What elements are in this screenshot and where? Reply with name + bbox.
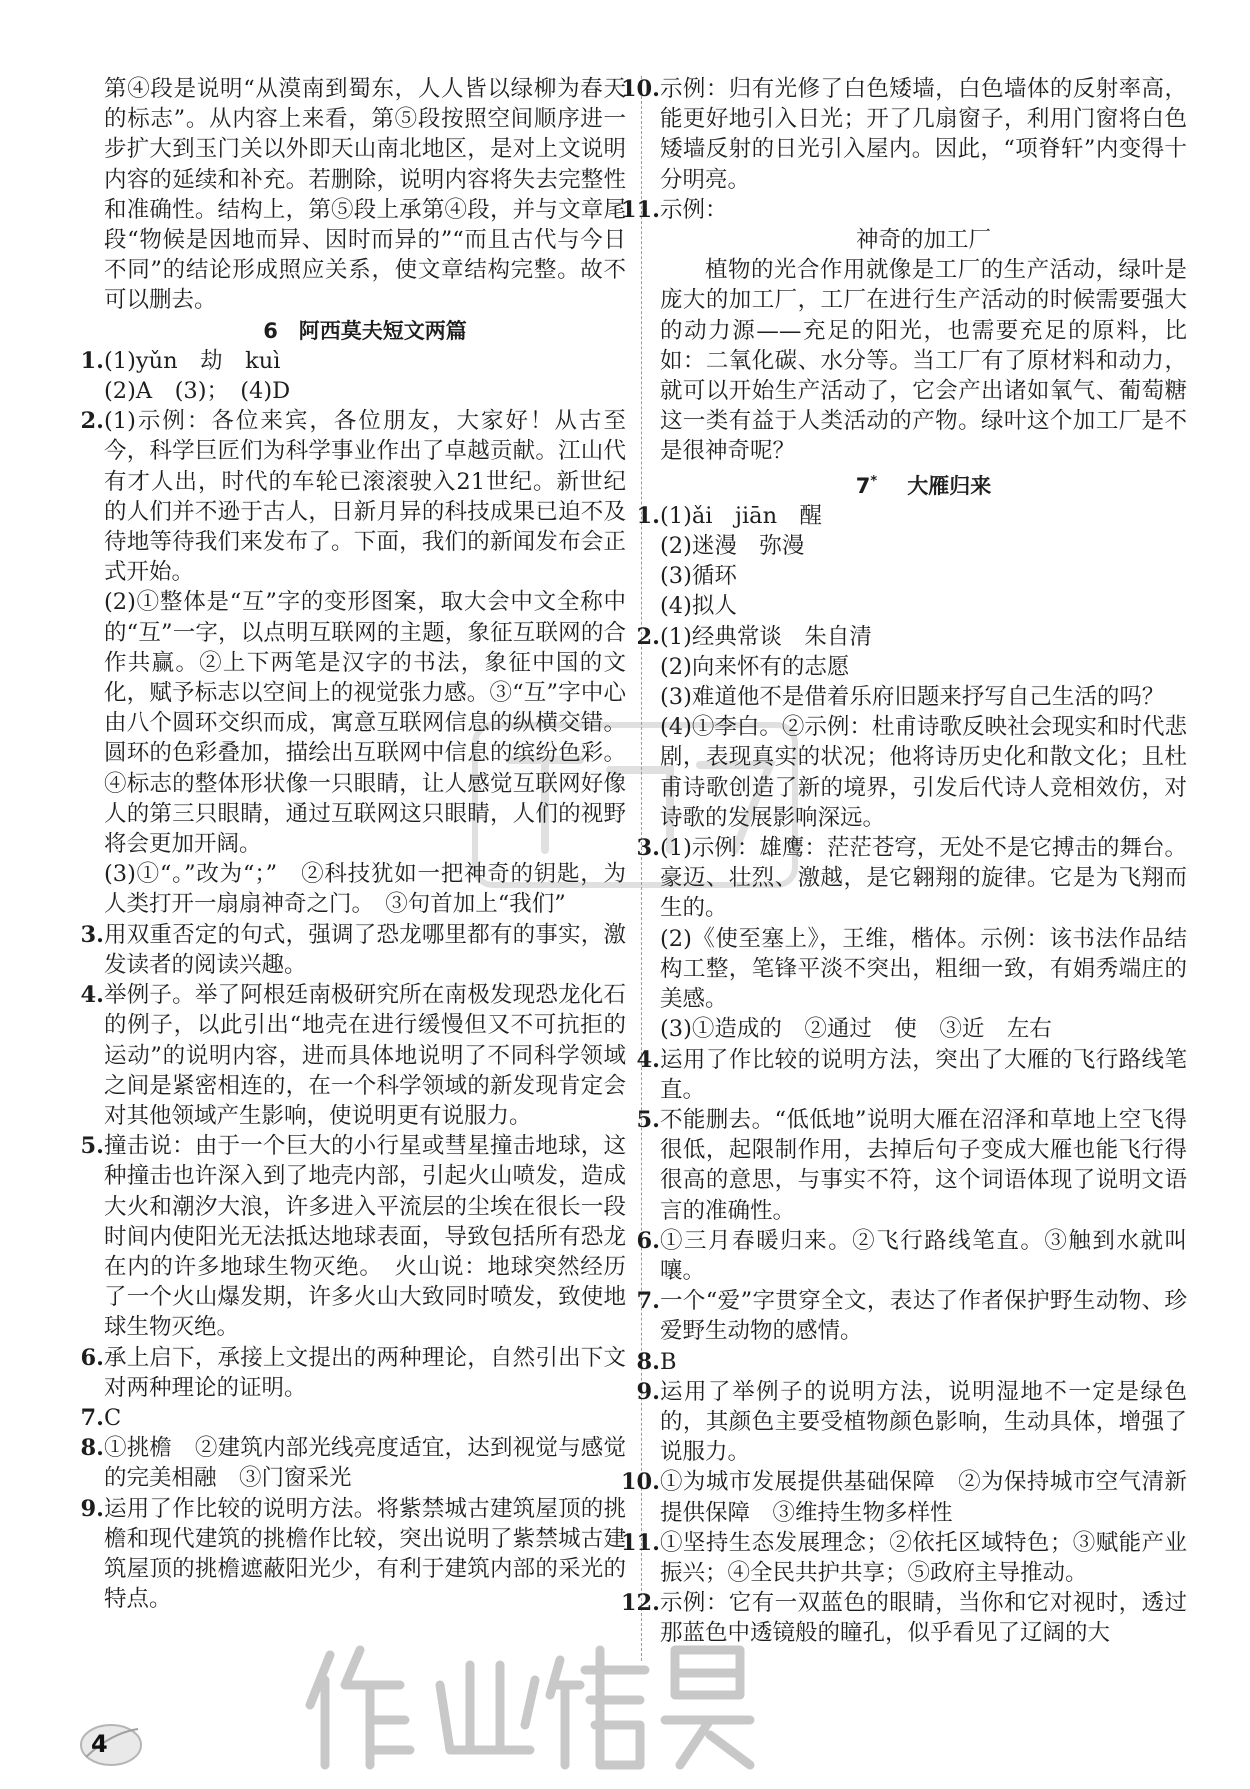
s7-question-7 bbox=[636, 1286, 1187, 1346]
answer-line: (3)①造成的 ②通过 使 ③近 左右 bbox=[660, 1016, 1052, 1043]
answer-line: (2)迷漫 弥漫 bbox=[660, 533, 805, 560]
s7-question-9 bbox=[636, 1377, 1187, 1468]
answer-paragraph: (4)①李白。②示例：杜甫诗歌反映社会现实和时代悲剧，表现真实的状况；他将诗历史化和散文化；且杜甫诗歌创造了新的境界，引发后代诗人竞相效仿，对诗歌的发展影响深远。 bbox=[660, 714, 1187, 831]
column-divider bbox=[641, 76, 642, 1661]
answer-paragraph: 不能删去。“低低地”说明大雁在沼泽和草地上空飞得很低，起限制作用，去掉后句子变成大雁也能飞行得很高的意思，与事实不符，这个词语体现了说明文语言的准确性。 bbox=[660, 1106, 1187, 1224]
question-number: 7. bbox=[80, 1404, 104, 1431]
s7-question-10 bbox=[620, 1467, 1187, 1527]
answer-paragraph: (1)示例：雄鹰：茫茫苍穹，无处不是它搏击的舞台。豪迈、壮烈、激越，是它翱翔的旋律。它是为飞翔而生的。 bbox=[660, 835, 1187, 922]
answer-paragraph: 撞击说：由于一个巨大的小行星或彗星撞击地球，这种撞击也许深入到了地壳内部，引起火山喷发，造成大火和潮汐大浪，许多进入平流层的尘埃在很长一段时间内使阳光无法抵达地球表面，导致包括所有恐龙在内的许多地球生物灭绝。 火山说：地球突然经历了一个火山爆发期，许多火山大致同时喷发，致使地球生物灭绝。 bbox=[104, 1133, 626, 1341]
question-number: 1. bbox=[80, 347, 104, 374]
question-number: 10. bbox=[620, 1469, 660, 1496]
question-number: 7. bbox=[636, 1288, 660, 1315]
question-3 bbox=[80, 920, 626, 980]
section-7-title bbox=[660, 467, 1187, 501]
answer-paragraph: 示例：归有光修了白色矮墙，白色墙体的反射率高，能更好地引入日光；开了几扇窗子，利用门窗将白色矮墙反射的日光引入屋内。因此，“项脊轩”内变得十分明亮。 bbox=[660, 76, 1187, 193]
answer-line: (3)循环 bbox=[660, 563, 737, 590]
section-name: 大雁归来 bbox=[907, 473, 992, 498]
question-number: 9. bbox=[80, 1495, 104, 1522]
answer-line: (4)拟人 bbox=[660, 593, 737, 620]
answer-line: (2)向来怀有的志愿 bbox=[660, 653, 850, 680]
answer-paragraph: 用双重否定的句式，强调了恐龙哪里都有的事实，激发读者的阅读兴趣。 bbox=[104, 921, 626, 978]
question-number: 8. bbox=[80, 1435, 104, 1462]
answer-paragraph: ①三月春暖归来。②飞行路线笔直。③触到水就叫嚷。 bbox=[660, 1227, 1187, 1284]
question-number: 11. bbox=[620, 1529, 660, 1556]
answer-paragraph: 运用了举例子的说明方法，说明湿地不一定是绿色的，其颜色主要受植物颜色影响，生动具体，增强了说服力。 bbox=[660, 1378, 1187, 1466]
question-1 bbox=[80, 346, 626, 406]
question-number: 9. bbox=[636, 1378, 660, 1405]
s7-question-5 bbox=[636, 1105, 1187, 1226]
question-number: 12. bbox=[620, 1590, 660, 1617]
section-number: 7 bbox=[855, 473, 871, 498]
intro-paragraph: 第④段是说明“从漠南到蜀东，人人皆以绿柳为春天的标志”。从内容上来看，第⑤段按照空间顺序进一步扩大到玉门关以外即天山南北地区，是对上文说明内容的延续和补充。若删除，说明内容将失去完整性和准确性。结构上，第⑤段上承第④段，并与文章尾段“物候是因地而异、因时而异的”“而且古代与今日不同”的结论形成照应关系，使文章结构完整。故不可以删去。 bbox=[104, 76, 626, 314]
left-column bbox=[80, 74, 626, 1614]
answer-paragraph: 示例：它有一双蓝色的眼睛，当你和它对视时，透过那蓝色中透镜般的瞳孔，似乎看见了辽阔的大 bbox=[660, 1590, 1187, 1647]
question-number: 4. bbox=[80, 982, 104, 1009]
answer-line: (1)经典常谈 朱自清 bbox=[660, 623, 872, 650]
answer-label: 示例： bbox=[660, 196, 728, 223]
answer-paragraph: (3)难道他不是借着乐府旧题来抒写自己生活的吗？ bbox=[660, 684, 1165, 711]
question-number: 5. bbox=[80, 1133, 104, 1160]
question-number: 6. bbox=[636, 1227, 660, 1254]
answer-paragraph: C bbox=[104, 1404, 122, 1431]
question-6 bbox=[80, 1343, 626, 1403]
question-number: 1. bbox=[636, 502, 660, 529]
s7-question-1 bbox=[636, 501, 1187, 622]
question-number: 11. bbox=[620, 196, 660, 223]
answer-paragraph: 运用了作比较的说明方法。将紫禁城古建筑屋顶的挑檐和现代建筑的挑檐作比较，突出说明了紫禁城古建筑屋顶的挑檐遮蔽阳光少，有利于建筑内部的采光的特点。 bbox=[104, 1495, 626, 1613]
right-column bbox=[620, 74, 1187, 1649]
question-number: 6. bbox=[80, 1344, 104, 1371]
question-9 bbox=[80, 1494, 626, 1615]
question-2 bbox=[80, 406, 626, 919]
question-number: 10. bbox=[620, 76, 660, 102]
question-7 bbox=[80, 1403, 626, 1433]
answer-line: (1)yǔn 劫 kuì bbox=[104, 347, 281, 374]
question-10 bbox=[620, 74, 1187, 195]
question-number: 2. bbox=[80, 408, 104, 435]
question-number: 3. bbox=[636, 835, 660, 862]
answer-paragraph: (2)①整体是“互”字的变形图案，取大会中文全称中的“互”一字，以点明互联网的主题，象征互联网的合作共赢。②上下两笔是汉字的书法，象征中国的文化，赋予标志以空间上的视觉张力感。③“互”字中心由八个圆环交织而成，寓意互联网信息的纵横交错。圆环的色彩叠加，描绘出互联网中信息的缤纷色彩。④标志的整体形状像一只眼睛，让人感觉互联网好像人的第三只眼睛，通过互联网这只眼睛，人们的视野将会更加开阔。 bbox=[104, 589, 626, 858]
s7-question-6 bbox=[636, 1226, 1187, 1286]
question-number: 2. bbox=[636, 623, 660, 650]
answer-paragraph: 一个“爱”字贯穿全文，表达了作者保护野生动物、珍爱野生动物的感情。 bbox=[660, 1288, 1187, 1345]
optional-mark: * bbox=[870, 473, 878, 489]
answer-paragraph: (3)①“。”改为“；” ②科技犹如一把神奇的钥匙，为人类打开一扇扇神奇之门。 ③句首加上“我们” bbox=[104, 861, 626, 918]
leaf-icon bbox=[76, 1715, 146, 1775]
question-number: 3. bbox=[80, 921, 104, 948]
question-number: 8. bbox=[636, 1348, 660, 1375]
question-number: 4. bbox=[636, 1046, 660, 1073]
answer-paragraph: 运用了作比较的说明方法，突出了大雁的飞行路线笔直。 bbox=[660, 1046, 1187, 1103]
question-5 bbox=[80, 1131, 626, 1342]
answer-paragraph: ①为城市发展提供基础保障 ②为保持城市空气清新提供保障 ③维持生物多样性 bbox=[660, 1469, 1187, 1526]
question-11 bbox=[620, 195, 1187, 225]
answer-paragraph: 承上启下，承接上文提出的两种理论，自然引出下文对两种理论的证明。 bbox=[104, 1344, 626, 1401]
page-number: 4 bbox=[91, 1730, 108, 1758]
section-6-title: 6 阿西莫夫短文两篇 bbox=[263, 318, 467, 343]
question-number: 5. bbox=[636, 1106, 660, 1133]
answer-paragraph: B bbox=[660, 1348, 677, 1375]
answer-paragraph: (2)《使至塞上》，王维，楷体。示例：该书法作品结构工整，笔锋平淡不突出，粗细一致，有娟秀端庄的美感。 bbox=[660, 925, 1187, 1013]
answer-paragraph: (1)示例：各位来宾，各位朋友，大家好！从古至今，科学巨匠们为科学事业作出了卓越贡献。江山代有才人出，时代的车轮已滚滚驶入21世纪。新世纪的人们并不逊于古人，日新月异的科技成果已迫不及待地等待我们来发布了。下面，我们的新闻发布会正式开始。 bbox=[104, 408, 626, 586]
answer-paragraph: ①坚持生态发展理念；②依托区域特色；③赋能产业振兴；④全民共护共享；⑤政府主导推动。 bbox=[660, 1529, 1187, 1586]
s7-question-2 bbox=[636, 622, 1187, 833]
s7-question-4 bbox=[636, 1045, 1187, 1105]
s7-question-8 bbox=[636, 1347, 1187, 1377]
question-4 bbox=[80, 980, 626, 1131]
watermark-logo bbox=[300, 1625, 760, 1775]
s7-question-11 bbox=[620, 1528, 1187, 1588]
essay-text: 植物的光合作用就像是工厂的生产活动，绿叶是庞大的加工厂，工厂在进行生产活动的时候需要强大的动力源——充足的阳光，也需要充足的原料，比如：二氧化碳、水分等。当工厂有了原材料和动力，就可以开始生产活动了，它会产出诸如氧气、葡萄糖这一类有益于人类活动的产物。绿叶这个加工厂是不是很神奇呢？ bbox=[660, 257, 1187, 465]
answer-line: (1)ǎi jiān 醒 bbox=[660, 502, 823, 529]
answer-line: (2)A (3)； (4)D bbox=[104, 378, 291, 405]
answer-paragraph: ①挑檐 ②建筑内部光线亮度适宜，达到视觉与感觉的完美相融 ③门窗采光 bbox=[104, 1435, 626, 1492]
question-8 bbox=[80, 1433, 626, 1493]
s7-question-3 bbox=[636, 833, 1187, 1044]
essay-title: 神奇的加工厂 bbox=[855, 227, 991, 254]
answer-paragraph: 举例子。举了阿根廷南极研究所在南极发现恐龙化石的例子，以此引出“地壳在进行缓慢但又不可抗拒的运动”的说明内容，进而具体地说明了不同科学领域之间是紧密相连的，在一个科学领域的新发现肯定会对其他领域产生影响，使说明更有说服力。 bbox=[104, 982, 626, 1129]
